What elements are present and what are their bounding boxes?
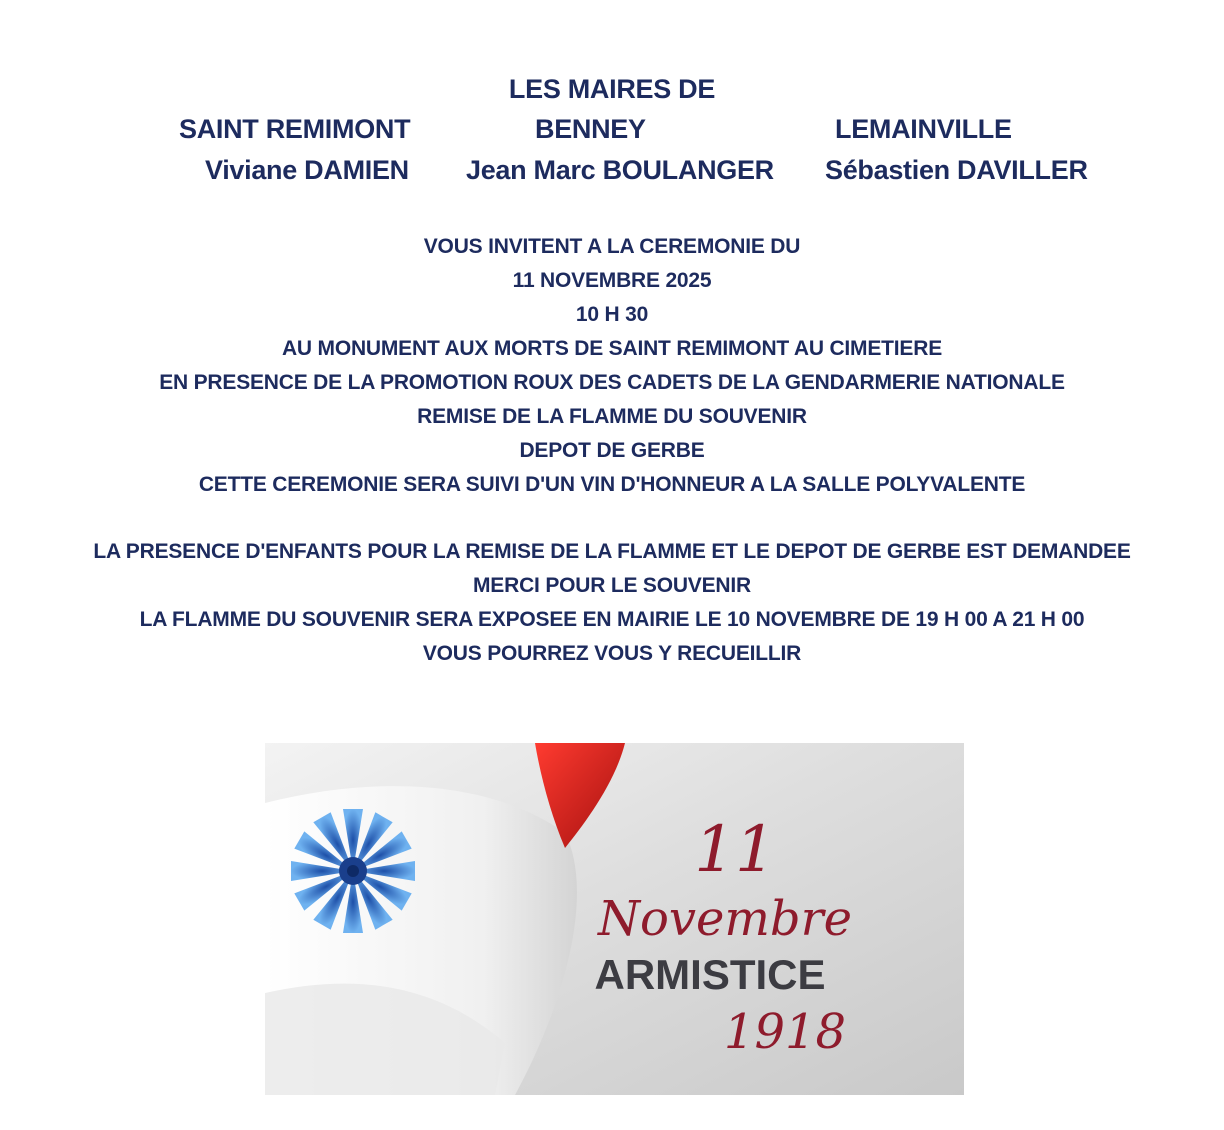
mayor-saint-remimont: Viviane DAMIEN bbox=[205, 155, 409, 185]
invitation-line: CETTE CEREMONIE SERA SUIVI D'UN VIN D'HONNEUR A LA SALLE POLYVALENTE bbox=[198, 473, 1026, 496]
note-line: MERCI POUR LE SOUVENIR bbox=[473, 574, 751, 597]
note-line: LA PRESENCE D'ENFANTS POUR LA REMISE DE LA FLAMME ET LE DEPOT DE GERBE EST DEMANDEE bbox=[93, 540, 1131, 563]
invitation-time: 10 H 30 bbox=[575, 303, 649, 326]
invitation-line: AU MONUMENT AUX MORTS DE SAINT REMIMONT AU CIMETIERE bbox=[281, 337, 943, 360]
commune-saint-remimont: SAINT REMIMONT bbox=[179, 114, 411, 144]
page-title: LES MAIRES DE bbox=[508, 74, 716, 104]
commune-benney: BENNEY bbox=[535, 114, 646, 144]
banner-day: 11 bbox=[694, 813, 776, 887]
mayor-lemainville: Sébastien DAVILLER bbox=[825, 155, 1088, 185]
mayor-benney: Jean Marc BOULANGER bbox=[466, 155, 774, 185]
armistice-banner bbox=[265, 743, 964, 1095]
invitation-line: VOUS INVITENT A LA CEREMONIE DU bbox=[423, 235, 801, 258]
invitation-line: REMISE DE LA FLAMME DU SOUVENIR bbox=[417, 405, 807, 428]
note-line: LA FLAMME DU SOUVENIR SERA EXPOSEE EN MAIRIE LE 10 NOVEMBRE DE 19 H 00 A 21 H 00 bbox=[139, 608, 1085, 631]
invitation-line: EN PRESENCE DE LA PROMOTION ROUX DES CADETS DE LA GENDARMERIE NATIONALE bbox=[159, 371, 1065, 394]
banner-month: Novembre bbox=[597, 891, 853, 947]
banner-armistice: ARMISTICE bbox=[594, 951, 826, 998]
invitation-line: DEPOT DE GERBE bbox=[519, 439, 705, 462]
banner-year: 1918 bbox=[723, 1004, 847, 1060]
invitation-date: 11 NOVEMBRE 2025 bbox=[512, 269, 712, 292]
commune-lemainville: LEMAINVILLE bbox=[835, 114, 1012, 144]
note-line: VOUS POURREZ VOUS Y RECUEILLIR bbox=[422, 642, 802, 665]
